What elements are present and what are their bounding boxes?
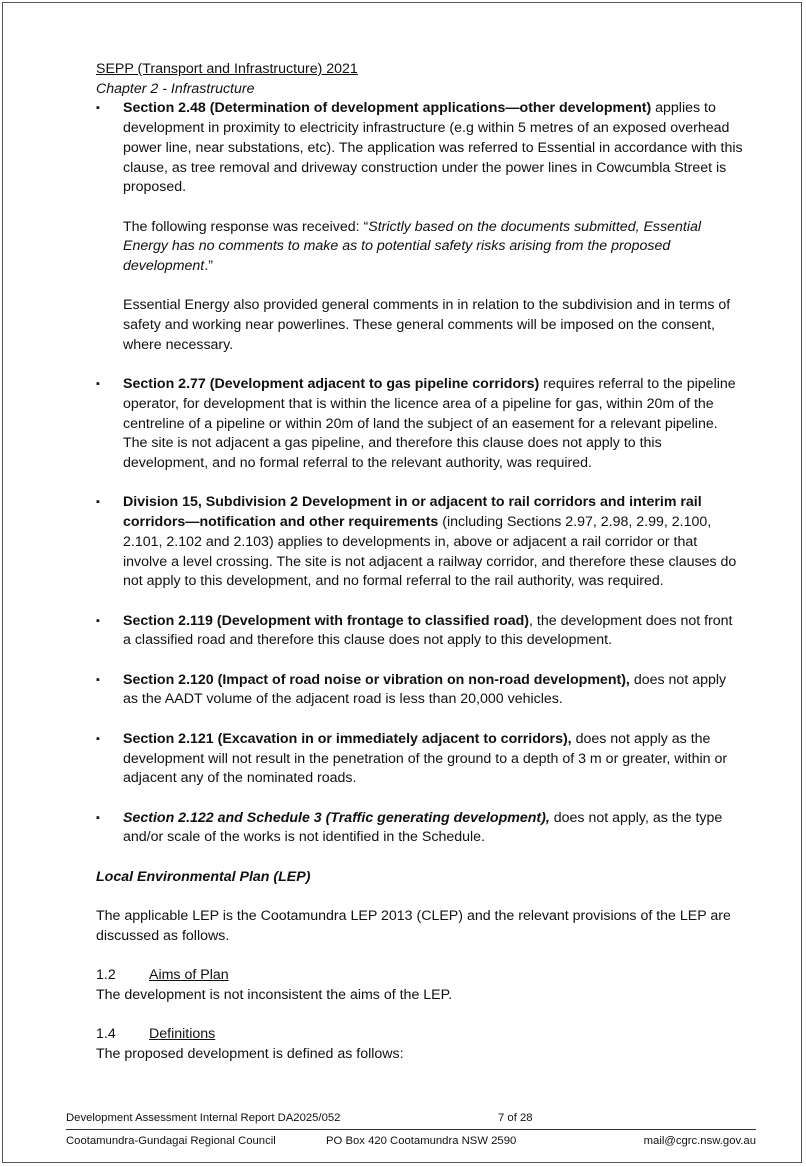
bullet-item (96, 99, 744, 355)
chapter-title: Chapter 2 - Infrastructure (96, 80, 255, 97)
bullet-paragraph (123, 809, 744, 848)
bullet-marker: ▪ (96, 496, 100, 509)
response-quote: Strictly based on the documents submitted, Essential Energy has no comments to make as to potential safety risks arising from the proposed development (123, 218, 702, 275)
bullet-item (96, 612, 744, 651)
bullet-paragraph (123, 375, 744, 474)
bullet-paragraph (123, 671, 744, 710)
bullet-body: , the development does not front a classified road and therefore this clause does not apply to this development. (123, 612, 733, 649)
clause-text: The development is not inconsistent the aims of the LEP. (96, 986, 453, 1003)
bullet-paragraph (123, 730, 744, 789)
clause-text: The proposed development is defined as follows: (96, 1045, 404, 1062)
footer-page-number: 7 of 28 (498, 1112, 533, 1124)
clause-heading (96, 966, 744, 986)
bullet-paragraph (123, 99, 744, 198)
bullet-body: applies to development in proximity to electricity infrastructure (e.g within 5 metres of an exposed overhead power line, near substations, etc). The application was referred to Essential in accordance with this clause, as tree removal and driveway construction under the power lines in Cowcumbla Street is proposed. (123, 100, 743, 196)
response-end: .” (204, 258, 213, 275)
extra-paragraph: Essential Energy also provided general comments in in relation to the subdivision and in terms of safety and working near powerlines. These general comments will be imposed on the consent, where necessary. (123, 297, 731, 353)
bullet-heading: Section 2.121 (Excavation in or immediately adjacent to corridors), (123, 730, 572, 747)
response-paragraph (123, 218, 744, 277)
bullet-marker: ▪ (96, 102, 100, 115)
bullet-marker: ▪ (96, 811, 100, 824)
bullet-item (96, 493, 744, 592)
bullet-marker: ▪ (96, 378, 100, 391)
bullet-body: does not apply as the AADT volume of the adjacent road is less than 20,000 vehicles. (123, 671, 727, 708)
bullet-item (96, 809, 744, 848)
footer-divider (66, 1129, 756, 1130)
footer-email: mail@cgrc.nsw.gov.au (643, 1135, 756, 1147)
footer-address: PO Box 420 Cootamundra NSW 2590 (326, 1135, 517, 1147)
bullet-heading: Section 2.122 and Schedule 3 (Traffic generating development), (123, 809, 550, 826)
bullet-marker: ▪ (96, 673, 100, 686)
clause-number: 1.4 (96, 1026, 116, 1043)
bullet-body: does not apply, as the type and/or scale of the works is not identified in the Schedule. (123, 809, 723, 846)
footer-report: Development Assessment Internal Report DA2025/052 (66, 1112, 341, 1124)
response-intro: The following response was received: “ (123, 218, 369, 235)
bullet-heading: Section 2.77 (Development adjacent to gas pipeline corridors) (123, 376, 540, 393)
bullet-paragraph (123, 493, 744, 592)
lep-intro: The applicable LEP is the Cootamundra LEP 2013 (CLEP) and the relevant provisions of the LEP are discussed as follows. (96, 908, 731, 944)
bullet-heading: Division 15, Subdivision 2 Development in or adjacent to rail corridors and interim rail corridors—notification and other requirements (123, 494, 702, 531)
footer-council: Cootamundra-Gundagai Regional Council (66, 1135, 276, 1147)
clause-heading (96, 1025, 744, 1045)
bullet-item (96, 730, 744, 789)
bullet-marker: ▪ (96, 732, 100, 745)
bullet-item (96, 671, 744, 710)
clause-number: 1.2 (96, 967, 116, 984)
bullet-marker: ▪ (96, 614, 100, 627)
bullet-body: does not apply as the development will not result in the penetration of the ground to a depth of 3 m or greater, within or adjacent any of the nominated roads. (123, 730, 728, 787)
page-content (96, 60, 744, 1065)
bullet-heading: Section 2.48 (Determination of development applications—other development) (123, 100, 652, 117)
clause-title: Aims of Plan (149, 967, 229, 984)
bullet-item (96, 375, 744, 474)
bullet-body: (including Sections 2.97, 2.98, 2.99, 2.100, 2.101, 2.102 and 2.103) applies to developments in, above or adjacent a rail corridor or that involve a level crossing. The site is not adjacent a railway corridor, and therefore these clauses do not apply to this development, and no formal referral to the rail authority, was required. (123, 514, 737, 590)
lep-heading: Local Environmental Plan (LEP) (96, 868, 311, 885)
bullet-paragraph (123, 612, 744, 651)
bullet-heading: Section 2.120 (Impact of road noise or vibration on non-road development), (123, 671, 630, 688)
section-title: SEPP (Transport and Infrastructure) 2021 (96, 61, 358, 77)
bullet-body: requires referral to the pipeline operator, for development that is within the licence area of a pipeline for gas, within 20m of the centreline of a pipeline or within 20m of land the subject of an easement for a relevant pipeline. The site is not adjacent a gas pipeline, and therefore this clause does not apply to this development, and no formal referral to the relevant authority, was required. (123, 376, 736, 472)
bullet-heading: Section 2.119 (Development with frontage to classified road) (123, 612, 530, 629)
clause-title: Definitions (149, 1026, 216, 1043)
